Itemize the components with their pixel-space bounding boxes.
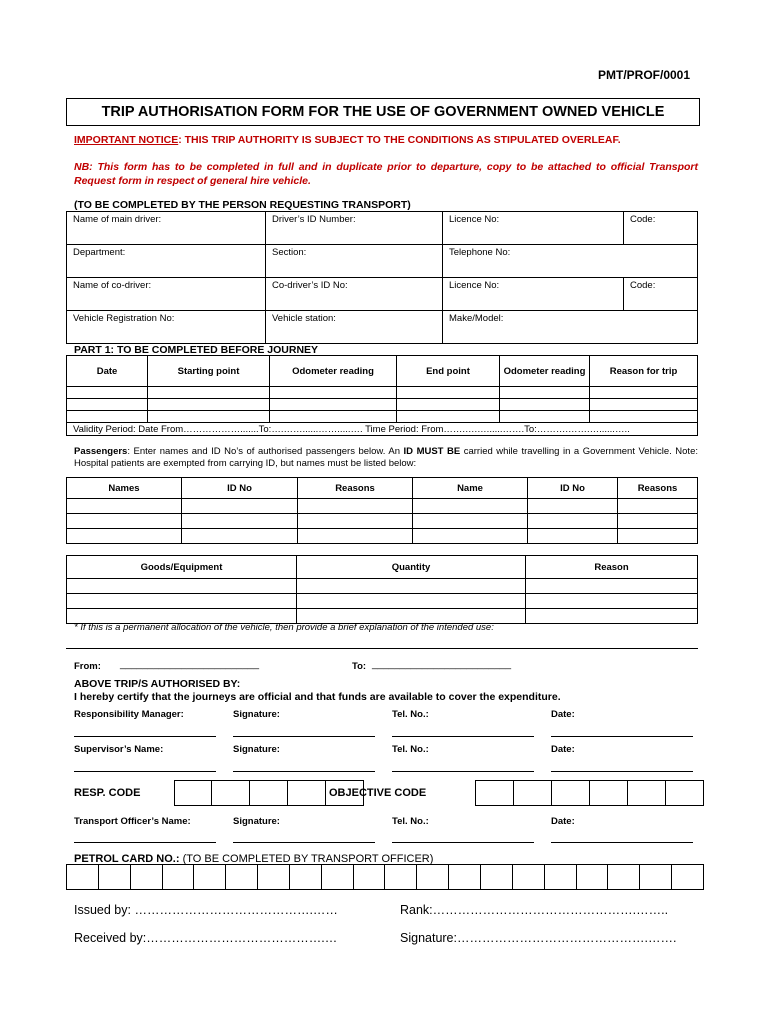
telephone-field[interactable]: Telephone No: (443, 245, 698, 278)
co-driver-id-field[interactable]: Co-driver’s ID No: (266, 278, 443, 311)
journey-header-end: End point (397, 356, 500, 387)
tel-line-2[interactable] (392, 771, 534, 772)
table-row[interactable] (67, 499, 698, 514)
date-label-3: Date: (551, 816, 575, 827)
received-by[interactable]: Received by:…………………………………….… (74, 931, 338, 945)
notice-label: IMPORTANT NOTICE (74, 134, 179, 146)
journey-header-odometer-2: Odometer reading (500, 356, 590, 387)
transport-officer-label: Transport Officer’s Name: (74, 816, 191, 827)
permanent-note: * If this is a permanent allocation of the vehicle, then provide a brief explanation of the intended use: (74, 622, 494, 633)
form-code: PMT/PROF/0001 (598, 68, 691, 82)
to-label: To: (352, 661, 367, 672)
journey-row[interactable] (67, 387, 698, 399)
tel-label-2: Tel. No.: (392, 744, 429, 755)
pass-header-id-2: ID No (528, 478, 618, 499)
transport-officer-line[interactable] (74, 842, 216, 843)
petrol-label: PETROL CARD NO.: (74, 853, 180, 865)
to-line[interactable]: _________________________ (372, 659, 512, 670)
date-label-1: Date: (551, 709, 575, 720)
resp-code-label: RESP. CODE (74, 787, 141, 799)
licence-field-2[interactable]: Licence No: (443, 278, 624, 311)
pass-header-reasons-2: Reasons (618, 478, 698, 499)
co-driver-field[interactable]: Name of co-driver: (67, 278, 266, 311)
journey-header-date: Date (67, 356, 148, 387)
from-line[interactable]: _________________________ (120, 659, 260, 670)
part1-heading: PART 1: TO BE COMPLETED BEFORE JOURNEY (74, 344, 319, 356)
nb-text: NB: This form has to be completed in full and in duplicate prior to departure, copy to be attached to official Transport Request form in respect of general hire vehicle. (74, 161, 698, 187)
goods-header-quantity: Quantity (297, 556, 526, 579)
code-field-1[interactable]: Code: (624, 212, 698, 245)
signature-label-3: Signature: (233, 816, 280, 827)
tel-line-1[interactable] (392, 736, 534, 737)
issued-by[interactable]: Issued by: …………………………………….…… (74, 903, 338, 917)
signature-bottom[interactable]: Signature:……………………………………….……. (400, 931, 677, 945)
petrol-card-boxes[interactable] (66, 864, 704, 890)
passengers-table (66, 477, 698, 544)
responsibility-manager-line[interactable] (74, 736, 216, 737)
authorised-heading: ABOVE TRIP/S AUTHORISED BY: (74, 678, 241, 690)
date-line-2[interactable] (551, 771, 693, 772)
tel-label-3: Tel. No.: (392, 816, 429, 827)
pass-header-reasons: Reasons (298, 478, 413, 499)
important-notice (74, 134, 621, 146)
signature-line-2[interactable] (233, 771, 375, 772)
main-driver-field[interactable]: Name of main driver: (67, 212, 266, 245)
journey-row[interactable] (67, 411, 698, 423)
pass-header-id: ID No (182, 478, 298, 499)
form-title: TRIP AUTHORISATION FORM FOR THE USE OF GOVERNMENT OWNED VEHICLE (66, 98, 700, 126)
tel-label-1: Tel. No.: (392, 709, 429, 720)
pass-header-name: Name (413, 478, 528, 499)
passengers-label: Passengers (74, 446, 128, 457)
journey-header-starting: Starting point (148, 356, 270, 387)
code-field-2[interactable]: Code: (624, 278, 698, 311)
supervisor-line[interactable] (74, 771, 216, 772)
goods-header-reason: Reason (526, 556, 698, 579)
from-label: From: (74, 661, 101, 672)
divider (66, 648, 698, 649)
journey-header-reason: Reason for trip (590, 356, 698, 387)
notice-text: : THIS TRIP AUTHORITY IS SUBJECT TO THE CONDITIONS AS STIPULATED OVERLEAF. (178, 134, 621, 146)
objective-code-label: OBJECTIVE CODE (329, 787, 427, 799)
goods-table (66, 555, 698, 624)
passengers-bold: ID MUST BE (403, 446, 461, 457)
tel-line-3[interactable] (392, 842, 534, 843)
request-table (66, 211, 698, 344)
section-field[interactable]: Section: (266, 245, 443, 278)
supervisor-label: Supervisor’s Name: (74, 744, 164, 755)
department-field[interactable]: Department: (67, 245, 266, 278)
date-line-3[interactable] (551, 842, 693, 843)
date-label-2: Date: (551, 744, 575, 755)
certify-text: I hereby certify that the journeys are official and that funds are available to cover the expenditure. (74, 691, 561, 703)
rank[interactable]: Rank:………………………………………….…….. (400, 903, 669, 917)
validity-period[interactable]: Validity Period: Date From……………….......To:….……......…….....…. Time Period: From…….….…......…….To:……….…….…......….. (67, 423, 698, 436)
make-model-field[interactable]: Make/Model: (443, 311, 698, 344)
date-line-1[interactable] (551, 736, 693, 737)
signature-label-2: Signature: (233, 744, 280, 755)
table-row[interactable] (67, 529, 698, 544)
table-row[interactable] (67, 594, 698, 609)
passengers-text-1: : Enter names and ID No’s of authorised passengers below. An (127, 446, 404, 457)
journey-row[interactable] (67, 399, 698, 411)
petrol-note: (TO BE COMPLETED BY TRANSPORT OFFICER) (179, 853, 434, 865)
responsibility-manager-label: Responsibility Manager: (74, 709, 184, 720)
passengers-note (74, 446, 698, 470)
passengers-text-2: carried while travelling in a Government Vehicle. Note: Hospital patients are exempted from carrying ID, but names must be listed below: (74, 446, 698, 469)
objective-code-boxes[interactable] (476, 780, 704, 806)
journey-header-odometer: Odometer reading (270, 356, 397, 387)
pass-header-names: Names (67, 478, 182, 499)
vehicle-reg-field[interactable]: Vehicle Registration No: (67, 311, 266, 344)
table-row[interactable] (67, 579, 698, 594)
signature-label-1: Signature: (233, 709, 280, 720)
goods-header-goods: Goods/Equipment (67, 556, 297, 579)
section-request-heading: (TO BE COMPLETED BY THE PERSON REQUESTING TRANSPORT) (74, 199, 411, 211)
driver-id-field[interactable]: Driver’s ID Number: (266, 212, 443, 245)
vehicle-station-field[interactable]: Vehicle station: (266, 311, 443, 344)
signature-line-1[interactable] (233, 736, 375, 737)
table-row[interactable] (67, 514, 698, 529)
journey-table (66, 355, 698, 436)
signature-line-3[interactable] (233, 842, 375, 843)
licence-field-1[interactable]: Licence No: (443, 212, 624, 245)
